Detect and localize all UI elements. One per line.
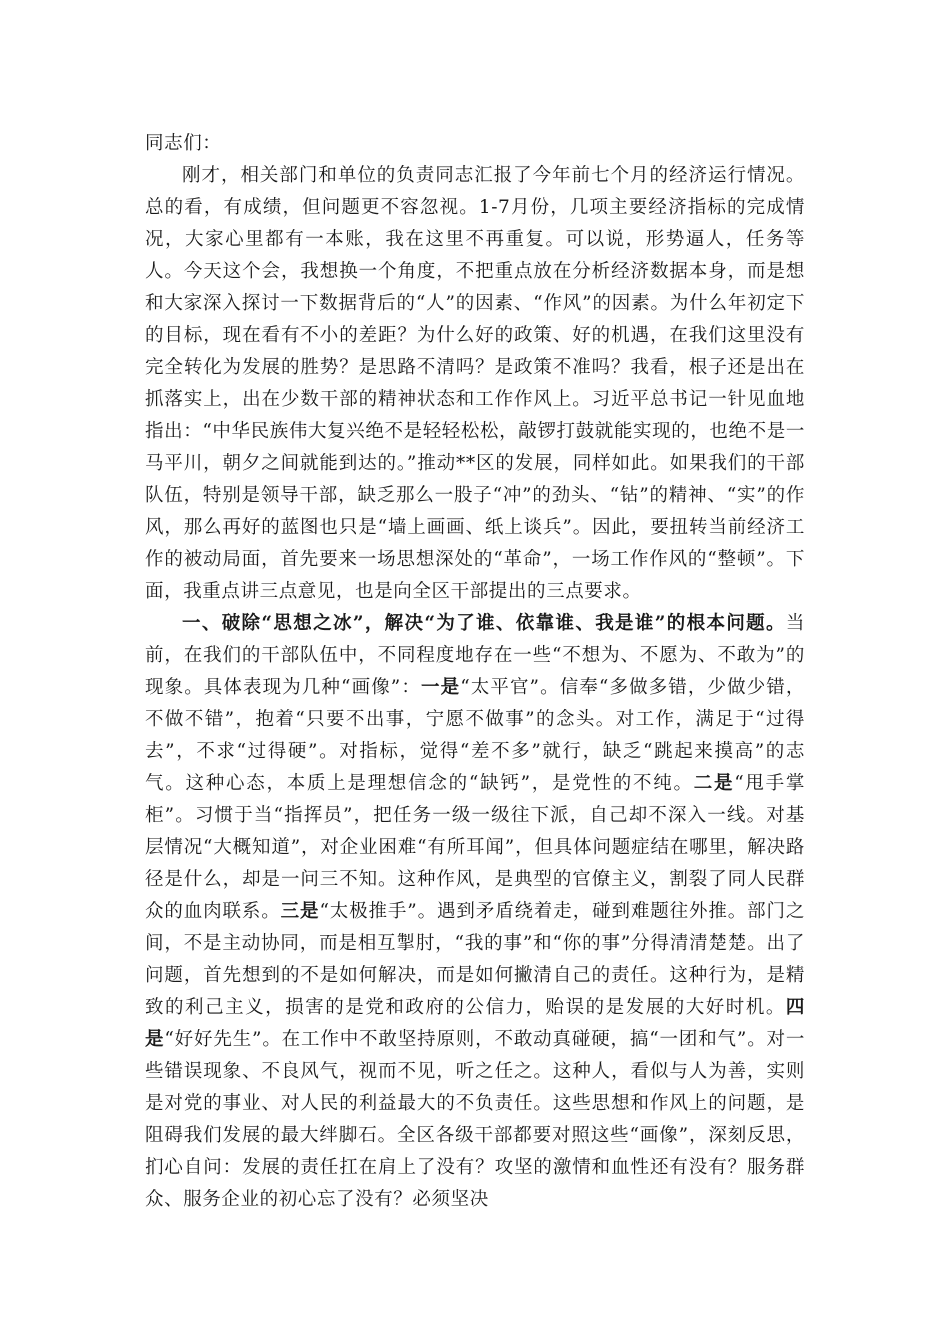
point-3-text: “太极推手”。遇到矛盾绕着走，碰到难题往外推。部门之间，不是主动协同，而是相互掣肘，“我的事”和“你的事”分得清清楚楚。出了问题，首先想到的不是如何解决，而是如何撇清自己的责任。这种行为，是精致的利己主义，损害的是党和政府的公信力，贻误的是发展的大好时机。 (145, 901, 805, 1018)
document-page (145, 128, 805, 1216)
section-1-heading: 一、破除“思想之冰”，解决“为了谁、依靠谁、我是谁”的根本问题。 (182, 613, 786, 634)
paragraph-1: 刚才，相关部门和单位的负责同志汇报了今年前七个月的经济运行情况。总的看，有成绩，但问题更不容忽视。1-7月份，几项主要经济指标的完成情况，大家心里都有一本账，我在这里不再重复。可以说，形势逼人，任务等人。今天这个会，我想换一个角度，不把重点放在分析经济数据本身，而是想和大家深入探讨一下数据背后的“人”的因素、“作风”的因素。为什么年初定下的目标，现在看有不小的差距？为什么好的政策、好的机遇，在我们这里没有完全转化为发展的胜势？是思路不清吗？是政策不准吗？我看，根子还是出在抓落实上，出在少数干部的精神状态和工作作风上。习近平总书记一针见血地指出：“中华民族伟大复兴绝不是轻轻松松，敲锣打鼓就能实现的，也绝不是一马平川，朝夕之间就能到达的。”推动**区的发展，同样如此。如果我们的干部队伍，特别是领导干部，缺乏那么一股子“冲”的劲头、“钻”的精神、“实”的作风，那么再好的蓝图也只是“墙上画画、纸上谈兵”。因此，要扭转当前经济工作的被动局面，首先要来一场思想深处的“革命”，一场工作作风的“整顿”。下面，我重点讲三点意见，也是向全区干部提出的三点要求。 (145, 165, 805, 602)
point-4-text: “好好先生”。在工作中不敢坚持原则，不敢动真碰硬，搞“一团和气”。对一些错误现象、不良风气，视而不见，听之任之。这种人，看似与人为善，实则是对党的事业、对人民的利益最大的不负责任。这些思想和作风上的问题，是阻碍我们发展的最大绊脚石。全区各级干部都要对照这些“画像”，深刻反思，扪心自问：发展的责任扛在肩上了没有？攻坚的激情和血性还有没有？服务群众、服务企业的初心忘了没有？必须坚决 (145, 1029, 805, 1210)
point-2-text: “甩手掌柜”。习惯于当“指挥员”，把任务一级一级往下派，自己却不深入一线。对基层情况“大概知道”，对企业困难“有所耳闻”，但具体问题症结在哪里，解决路径是什么，却是一问三不知。这种作风，是典型的官僚主义，割裂了同人民群众的血肉联系。 (145, 773, 806, 922)
section-1-paragraph (145, 608, 805, 1216)
point-4-label: 四是 (145, 997, 805, 1050)
point-2-label: 二是 (693, 773, 735, 794)
point-3-label: 三是 (280, 901, 320, 922)
section-1-intro: 当前，在我们的干部队伍中，不同程度地存在一些“不想为、不愿为、不敢为”的现象。具体表现为几种“画像”： (145, 613, 805, 698)
point-1-text: “太平官”。信奉“多做多错，少做少错，不做不错”，抱着“只要不出事，宁愿不做事”的念头。对工作，满足于“过得去”，不求“过得硬”。对指标，觉得“差不多”就行，缺乏“跳起来摸高”的志气。这种心态，本质上是理想信念的“缺钙”，是党性的不纯。 (145, 677, 806, 794)
point-1-label: 一是 (420, 677, 461, 698)
greeting: 同志们： (145, 133, 222, 154)
